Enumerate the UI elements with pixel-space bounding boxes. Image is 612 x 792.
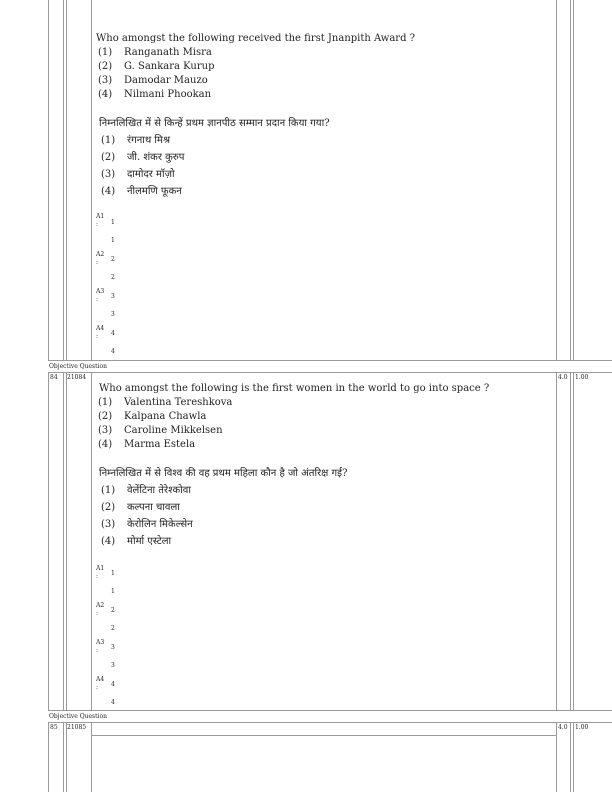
q84-question-id: 21084 [67, 374, 87, 381]
q84-option-2-en: (2) Kalpana Chawla [98, 411, 207, 422]
q83-a4-sub: 4 [111, 348, 115, 355]
q83-a4-label: A4 [96, 325, 105, 332]
q84-option-4-en: (4) Marma Estela [98, 439, 196, 450]
q83-a2-label: A2 [96, 251, 105, 258]
q83-a1-sub: 1 [111, 237, 115, 244]
q83-a2-colon: : [96, 259, 99, 266]
q84-a2-colon: : [96, 610, 99, 617]
q84-option-1-hi: (1) वेलेंटिना तेरेश्कोवा [101, 485, 191, 496]
q83-option-4-en: (4) Nilmani Phookan [98, 89, 212, 100]
q85-negative-marks: 1.00 [575, 724, 589, 731]
q83-option-3-en: (3) Damodar Mauzo [98, 75, 208, 86]
section-label: Objective Question [49, 363, 107, 370]
q84-a4-value: 4 [111, 681, 115, 688]
q84-question-hi: निम्नलिखित में से विश्व की वह प्रथम महिला कौन है जो अंतरिक्ष गई? [99, 468, 348, 479]
q83-question-en: Who amongst the following received the first Jnanpith Award ? [96, 33, 416, 44]
q84-option-2-hi: (2) कल्पना चावला [101, 502, 180, 513]
q84-a1-label: A1 [96, 565, 105, 572]
q83-a3-value: 3 [111, 293, 115, 300]
q83-option-3-hi: (3) दामोदर मॉज़ो [101, 169, 175, 180]
q83-option-1-hi: (1) रंगनाथ मिश्र [101, 135, 171, 146]
q85-question-id: 21085 [67, 724, 87, 731]
q83-a3-colon: : [96, 296, 99, 303]
q84-a3-label: A3 [96, 639, 105, 646]
q84-option-3-hi: (3) केरोलिन मिकेल्सेन [101, 519, 193, 530]
q84-option-1-en: (1) Valentina Tereshkova [98, 397, 233, 408]
q84-a4-label: A4 [96, 676, 105, 683]
q83-option-4-hi: (4) नीलमणि फूकन [101, 186, 182, 197]
q83-a4-value: 4 [111, 330, 115, 337]
q84-a1-value: 1 [111, 570, 115, 577]
q84-a2-sub: 2 [111, 625, 115, 632]
q83-a3-label: A3 [96, 288, 105, 295]
q84-a2-label: A2 [96, 602, 105, 609]
q85-marks: 4.0 [558, 724, 568, 731]
q83-a1-label: A1 [96, 213, 105, 220]
q84-a3-value: 3 [111, 644, 115, 651]
q84-a1-colon: : [96, 573, 99, 580]
q84-a3-colon: : [96, 647, 99, 654]
q83-question-hi: निम्नलिखित में से किन्हें प्रथम ज्ञानपीठ सम्मान प्रदान किया गया? [99, 118, 330, 129]
q84-a3-sub: 3 [111, 662, 115, 669]
section-label: Objective Question [49, 713, 107, 720]
q83-a2-sub: 2 [111, 274, 115, 281]
q83-a2-value: 2 [111, 256, 115, 263]
q84-negative-marks: 1.00 [575, 374, 589, 381]
q84-question-en: Who amongst the following is the first women in the world to go into space ? [99, 383, 490, 394]
q84-a1-sub: 1 [111, 588, 115, 595]
q83-a1-colon: : [96, 221, 99, 228]
q83-a1-value: 1 [111, 219, 115, 226]
q85-serial-number: 85 [50, 724, 58, 731]
q83-a3-sub: 3 [111, 311, 115, 318]
q84-a4-colon: : [96, 684, 99, 691]
q83-option-1-en: (1) Ranganath Misra [98, 47, 212, 58]
q84-option-4-hi: (4) मोर्मा एस्टेला [101, 536, 172, 547]
q84-serial-number: 84 [50, 374, 58, 381]
q84-a4-sub: 4 [111, 699, 115, 706]
q83-option-2-en: (2) G. Sankara Kurup [98, 61, 215, 72]
q84-option-3-en: (3) Caroline Mikkelsen [98, 425, 223, 436]
q84-a2-value: 2 [111, 607, 115, 614]
q83-option-2-hi: (2) जी. शंकर कुरुप [101, 152, 185, 163]
q84-marks: 4.0 [558, 374, 568, 381]
q83-a4-colon: : [96, 333, 99, 340]
